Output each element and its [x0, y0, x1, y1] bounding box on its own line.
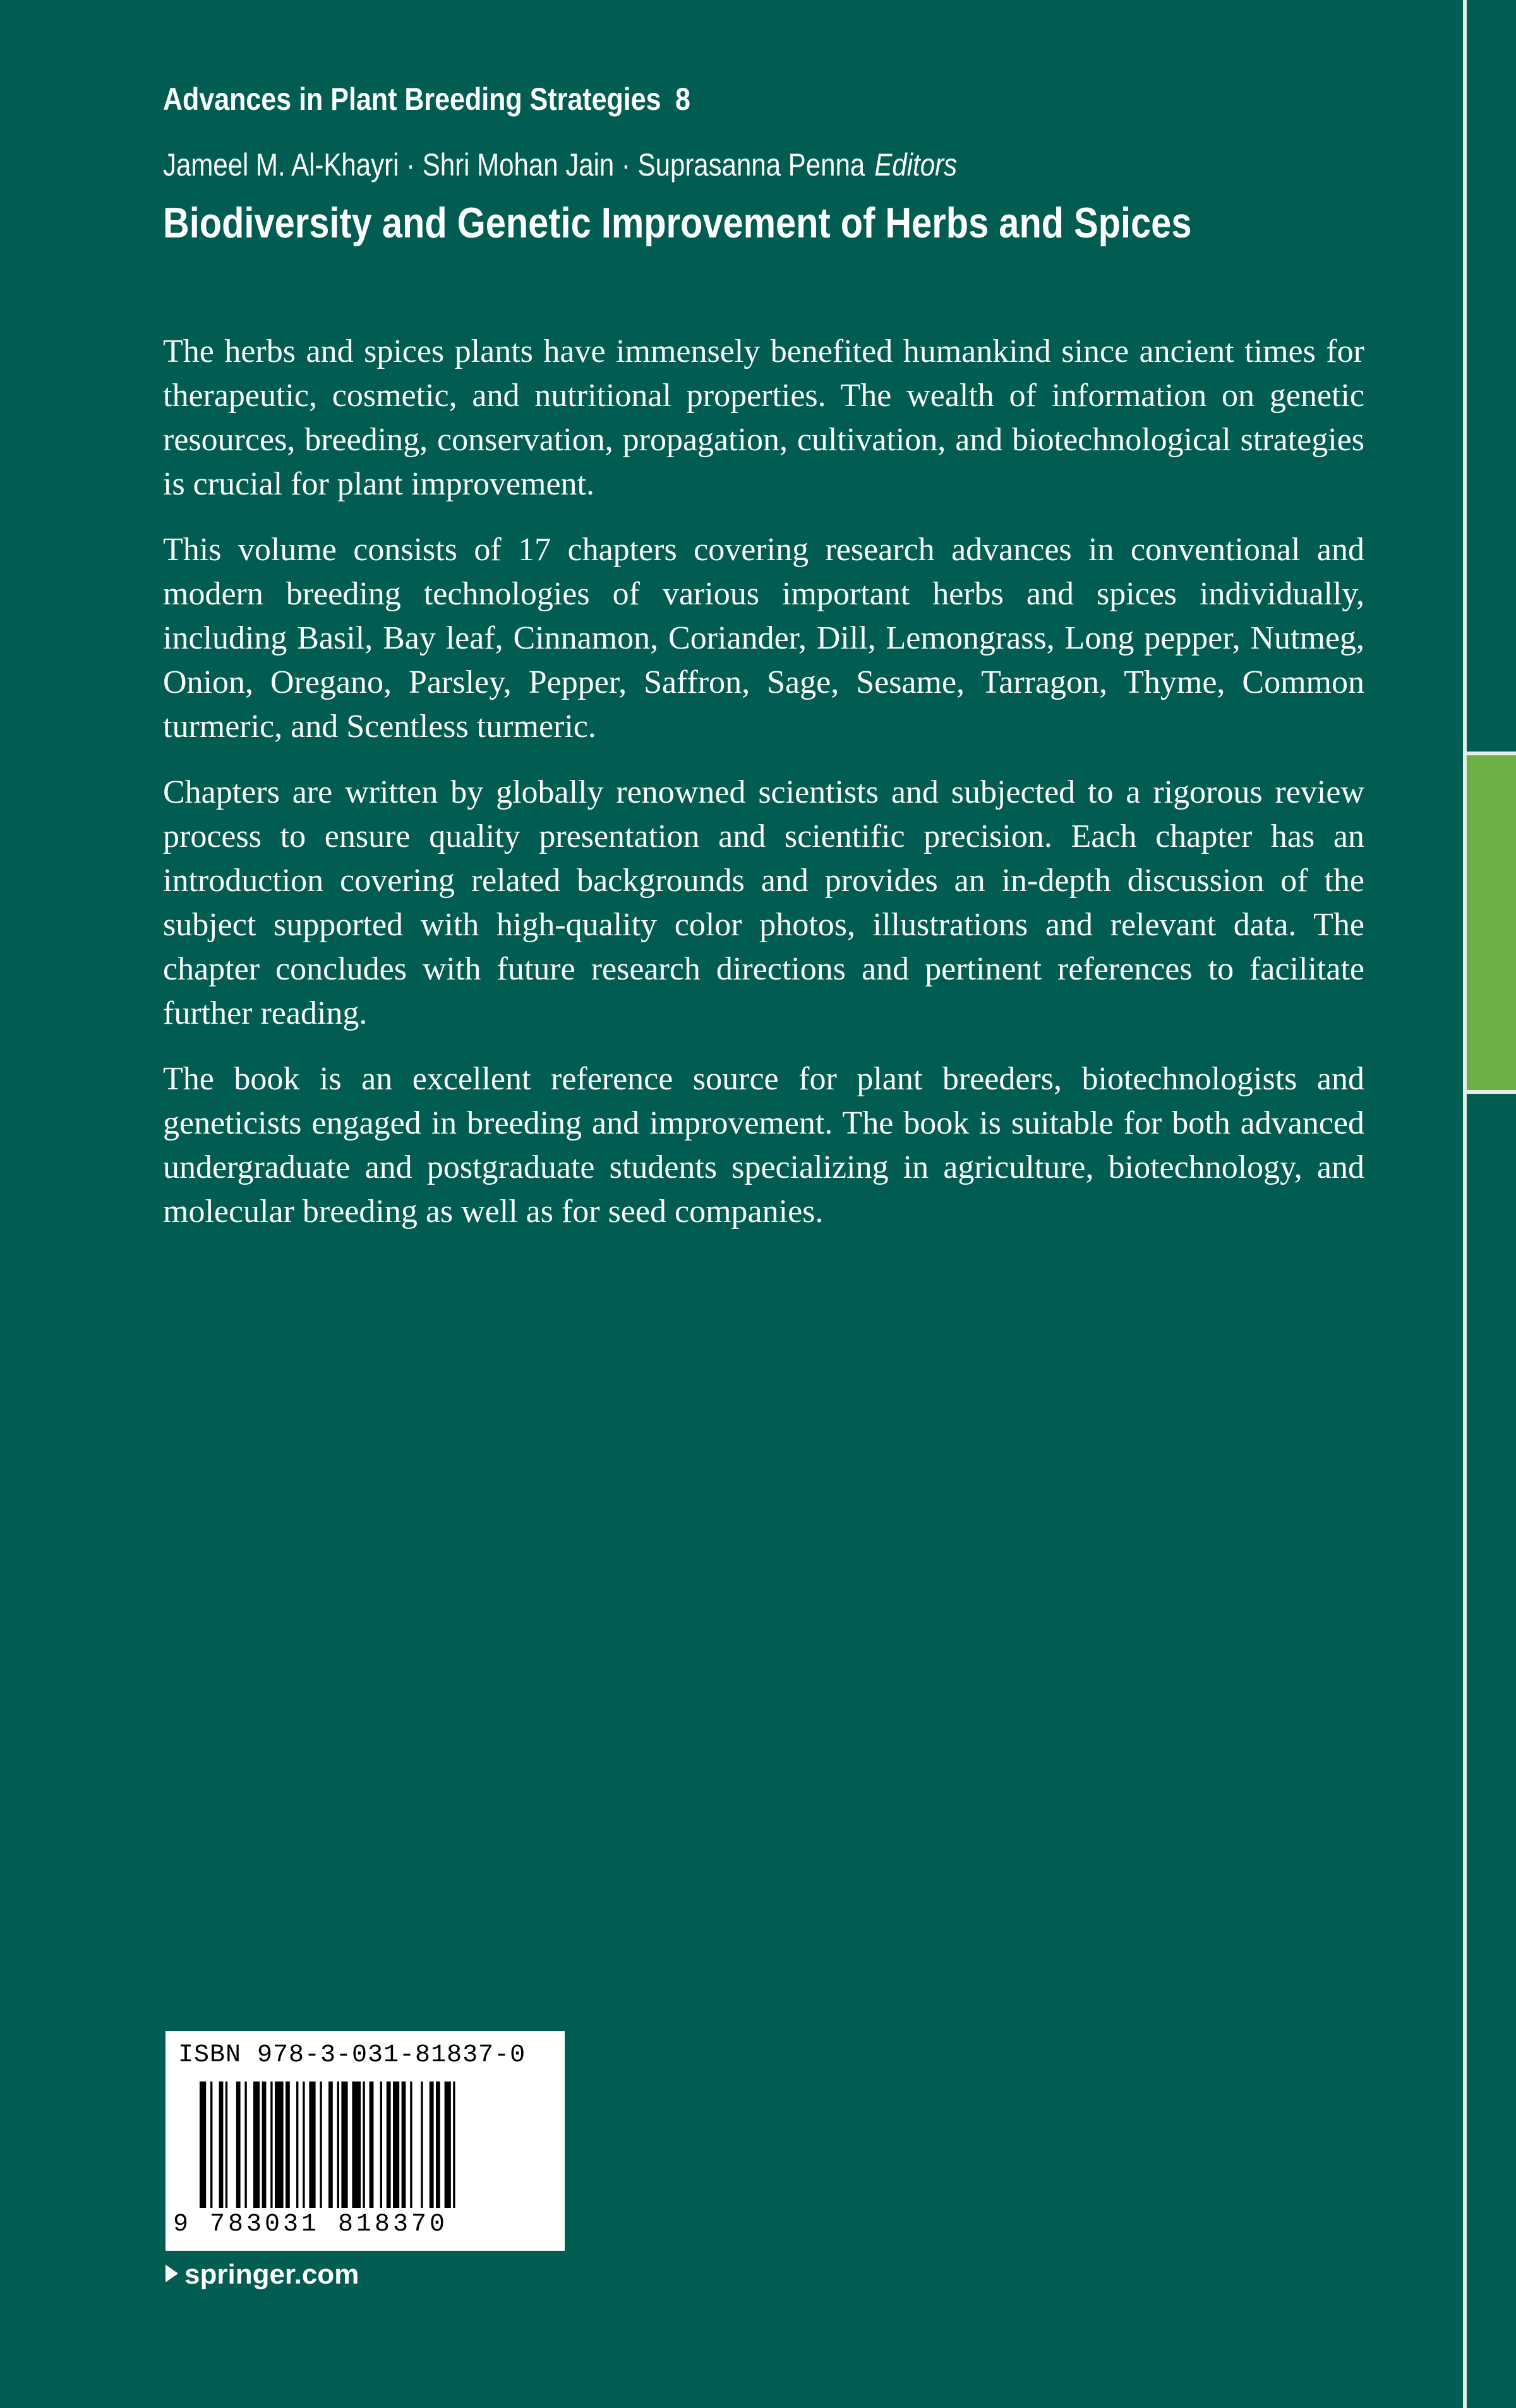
spine-strip — [1465, 0, 1516, 2408]
blurb — [163, 330, 1364, 1255]
editors-role: Editors — [874, 147, 958, 183]
editors-line — [163, 147, 1118, 183]
spine-accent-border-bottom — [1467, 1090, 1516, 1094]
barcode-box — [165, 2031, 565, 2251]
arrow-right-icon — [165, 2265, 178, 2282]
editor-names: Jameel M. Al-Khayri · Shri Mohan Jain · Suprasanna Penna — [163, 147, 865, 183]
blurb-paragraph: This volume consists of 17 chapters covering research advances in conventional and modern breeding technologies of various important herbs and spices individually, including Basil, Bay leaf, Cinnamon, Coriander, Dill, Lemongrass, Long pepper, Nutmeg, Onion, Oregano, Parsley, Pepper, Saffron, Sage, Sesame, Tarragon, Thyme, Common turmeric, and Scentless turmeric. — [163, 532, 1364, 745]
ean-digits: 9 783031 818370 — [173, 2210, 448, 2239]
spine-divider — [1463, 0, 1467, 2408]
spine-accent-band — [1467, 755, 1516, 1090]
blurb-paragraph: The book is an excellent reference source for plant breeders, biotechnologists and geneticists engaged in breeding and improvement. The book is suitable for both advanced undergraduate and postgraduate students specializing in agriculture, biotechnology, and molecular breeding as well as for seed companies. — [163, 1061, 1364, 1230]
blurb-paragraph: The herbs and spices plants have immensely benefited humankind since ancient times for therapeutic, cosmetic, and nutritional properties. The wealth of information on genetic resources, breeding, conservation, propagation, cultivation, and biotechnological strategies is crucial for plant improvement. — [163, 333, 1364, 502]
publisher-url: springer.com — [184, 2259, 359, 2290]
book-title: Biodiversity and Genetic Improvement of Herbs and Spices — [163, 199, 1192, 247]
series-name: Advances in Plant Breeding Strategies — [163, 81, 661, 117]
isbn-label: ISBN 978-3-031-81837-0 — [178, 2041, 526, 2070]
series-title — [163, 81, 1032, 117]
series-volume: 8 — [675, 81, 690, 117]
publisher-link[interactable] — [165, 2259, 359, 2291]
blurb-paragraph: Chapters are written by globally renowned scientists and subjected to a rigorous review process to ensure quality presentation and scientific precision. Each chapter has an introduction covering related backgrounds and provides an in-depth discussion of the subject supported with high-quality color photos, illustrations and relevant data. The chapter concludes with future research directions and pertinent references to facilitate further reading. — [163, 774, 1364, 1031]
barcode-icon — [200, 2082, 553, 2220]
